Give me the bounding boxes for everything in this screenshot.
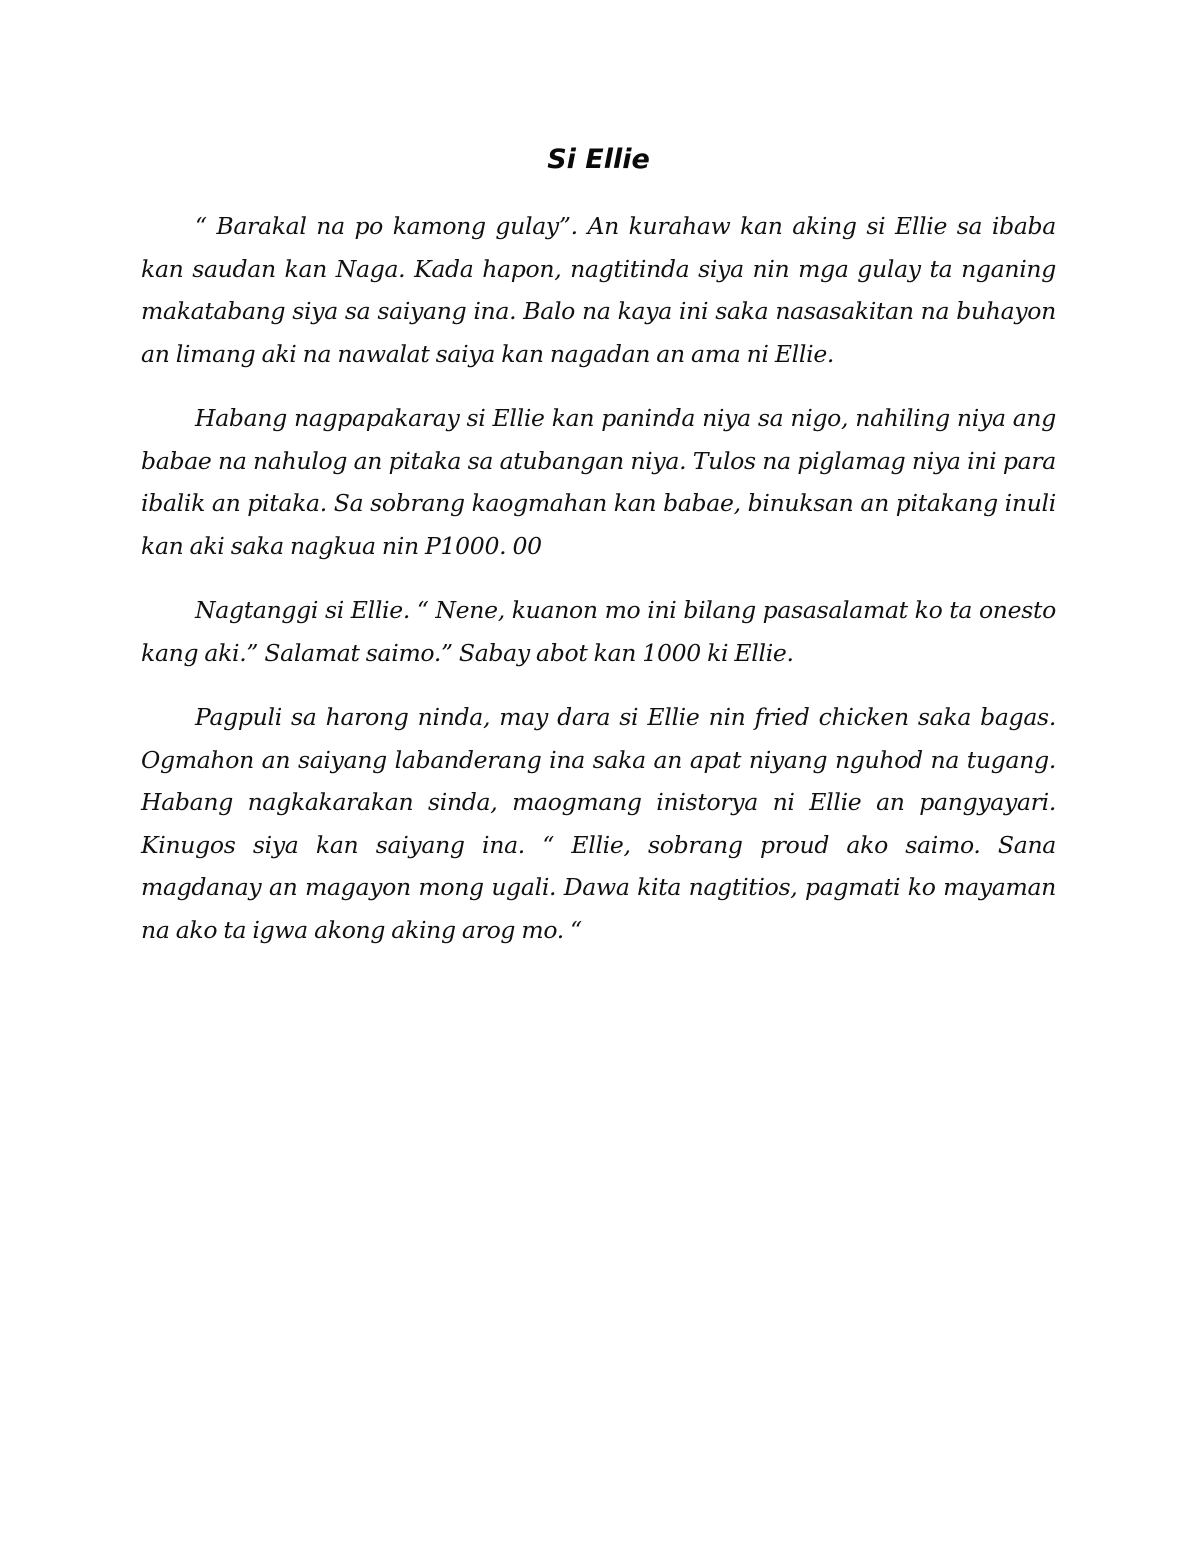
paragraph-1: “ Barakal na po kamong gulay”. An kurahaw kan aking si Ellie sa ibaba kan saudan kan Naga. Kada hapon, nagtitinda siya nin mga gulay ta nganing makatabang siya sa saiyang ina. Balo na kaya ini saka nasasakitan na buhayon an limang aki na nawalat saiya kan nagadan an ama ni Ellie. [141, 212, 1056, 368]
paragraph-2: Habang nagpapakaray si Ellie kan paninda niya sa nigo, nahiling niya ang babae na nahulog an pitaka sa atubangan niya. Tulos na piglamag niya ini para ibalik an pitaka. Sa sobrang kaogmahan kan babae, binuksan an pitakang inuli kan aki saka nagkua nin P1000. 00 [141, 404, 1056, 560]
document-page [141, 0, 1056, 1553]
document-title: Si Ellie [547, 144, 650, 175]
paragraph-3: Nagtanggi si Ellie. “ Nene, kuanon mo ini bilang pasasalamat ko ta onesto kang aki.” Salamat saimo.” Sabay abot kan 1000 ki Ellie. [141, 596, 1056, 667]
document-body [141, 205, 1056, 973]
paragraph-4: Pagpuli sa harong ninda, may dara si Ellie nin fried chicken saka bagas. Ogmahon an saiyang labanderang ina saka an apat niyang nguhod na tugang. Habang nagkakarakan sinda, maogmang inistorya ni Ellie an pangyayari. Kinugos siya kan saiyang ina. “ Ellie, sobrang proud ako saimo. Sana magdanay an magayon mong ugali. Dawa kita nagtitios, pagmati ko mayaman na ako ta igwa akong aking arog mo. “ [141, 703, 1056, 944]
